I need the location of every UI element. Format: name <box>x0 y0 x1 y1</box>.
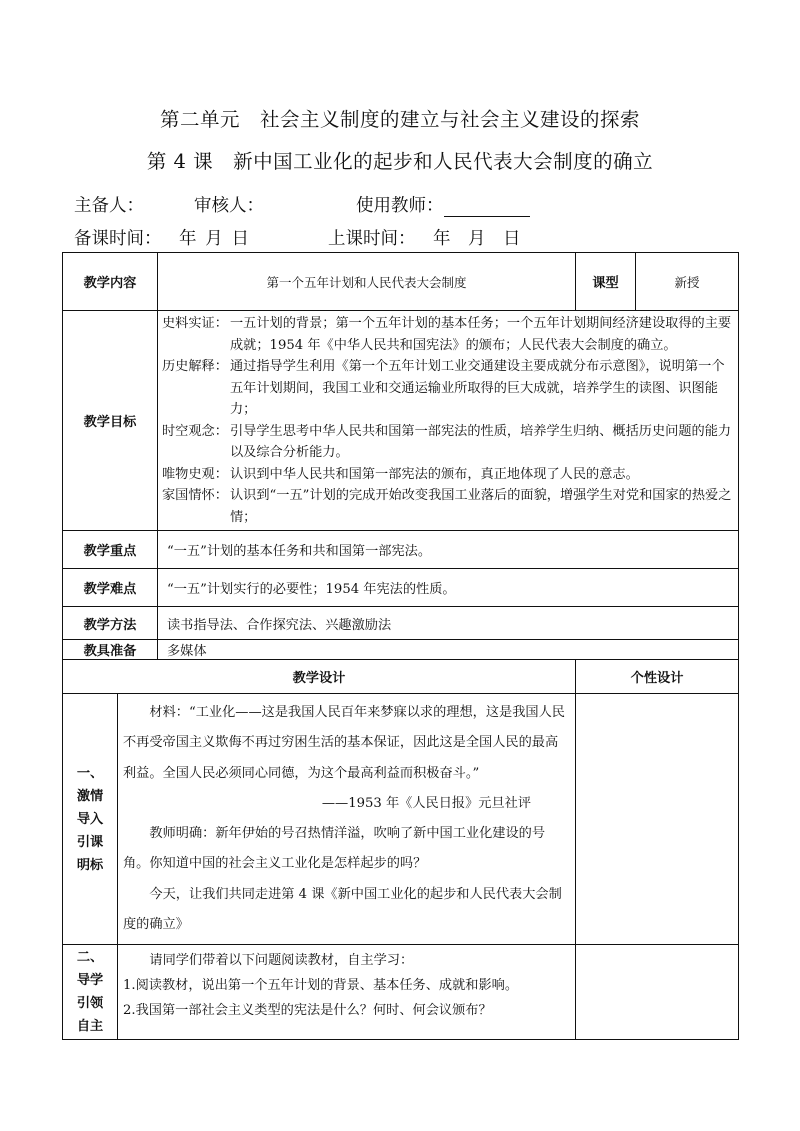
methods-row <box>63 607 739 640</box>
content-row <box>63 253 739 311</box>
objectives-list <box>158 311 739 531</box>
objective-item: 家国情怀： 认识到“一五”计划的完成开始改变我国工业落后的面貌，增强学生对党和国家的热爱之情； <box>162 488 732 525</box>
objective-item: 唯物史观： 认识到中华人民共和国第一部宪法的颁布，真正地体现了人民的意志。 <box>162 466 639 482</box>
section1-personal-cell <box>576 694 739 945</box>
objectives-row <box>63 311 739 531</box>
section2-row <box>63 945 739 1040</box>
section2-instruction: 请同学们带着以下问题阅读教材，自主学习： <box>149 953 414 969</box>
material-source: ——1953 年《人民日报》元旦社评 <box>321 795 532 811</box>
tools-value: 多媒体 <box>158 640 739 660</box>
reviewer-label: 审核人： <box>194 196 264 216</box>
prep-time-label: 备课时间： 年 月 日 <box>74 229 249 249</box>
preparer-label: 主备人： <box>74 196 144 216</box>
section1-content <box>118 694 576 945</box>
design-header: 教学设计 <box>63 660 576 694</box>
teacher-blank <box>444 198 530 217</box>
lesson-intro: 今天，让我们共同走进第 4 课《新中国工业化的起步和人民代表大会制度的确立》 <box>123 886 562 933</box>
section2-personal-cell <box>576 945 739 1040</box>
objective-item: 史料实证： 一五计划的背景；第一个五年计划的基本任务；一个五年计划期间经济建设取得的主要成就；1954 年《中华人民共和国宪法》的颁布；人民代表大会制度的确立。 <box>162 316 732 353</box>
lesson-plan-table <box>62 252 739 1040</box>
content-value: 第一个五年计划和人民代表大会制度 <box>158 253 576 311</box>
class-time-label: 上课时间： 年 月 日 <box>328 229 521 249</box>
question-1: 1.阅读教材，说出第一个五年计划的背景、基本任务、成就和影响。 <box>123 978 519 994</box>
teacher-note: 教师明确：新年伊始的号召热情洋溢，吹响了新中国工业化建设的号角。你知道中国的社会主义工业化是怎样起步的吗？ <box>123 826 546 872</box>
question-2: 2.我国第一部社会主义类型的宪法是什么？何时、何会议颁布？ <box>123 1002 492 1018</box>
teacher-field <box>356 192 530 217</box>
section2-label: 二、 导学 引领 自主 <box>63 945 118 1040</box>
difficulties-row <box>63 569 739 607</box>
tools-row <box>63 640 739 660</box>
type-label: 课型 <box>576 253 636 311</box>
methods-label: 教学方法 <box>63 607 158 640</box>
personal-header: 个性设计 <box>576 660 739 694</box>
design-header-row <box>63 660 739 694</box>
objective-item: 历史解释： 通过指导学生利用《第一个五年计划工业交通建设主要成就分布示意图》，说明第一个五年计划期间，我国工业和交通运输业所取得的巨大成就，培养学生的读图、识图能力； <box>162 359 725 417</box>
tools-label: 教具准备 <box>63 640 158 660</box>
type-value: 新授 <box>636 253 739 311</box>
objectives-label: 教学目标 <box>63 311 158 531</box>
objective-item: 时空观念： 引导学生思考中华人民共和国第一部宪法的性质，培养学生归纳、概括历史问题的能力以及综合分析能力。 <box>162 423 732 460</box>
methods-value: 读书指导法、合作探究法、兴趣激励法 <box>158 607 739 640</box>
section1-label: 一、 激情 导入 引课 明标 <box>63 694 118 945</box>
content-label: 教学内容 <box>63 253 158 311</box>
section1-row <box>63 694 739 945</box>
key-points-label: 教学重点 <box>63 531 158 569</box>
key-points-row <box>63 531 739 569</box>
section2-content <box>118 945 576 1040</box>
teacher-label: 使用教师： <box>356 196 444 216</box>
material-text: 材料：“工业化——这是我国人民百年来梦寐以求的理想，这是我国人民不再受帝国主义欺侮不再过穷困生活的基本保证，因此这是全国人民的最高利益。全国人民必须同心同德，为这个最高利益而积极奋斗。” <box>123 705 565 781</box>
difficulties-label: 教学难点 <box>63 569 158 607</box>
key-points-value: “一五”计划的基本任务和共和国第一部宪法。 <box>158 531 739 569</box>
lesson-title: 第 4 课 新中国工业化的起步和人民代表大会制度的确立 <box>146 150 654 173</box>
difficulties-value: “一五”计划实行的必要性；1954 年宪法的性质。 <box>158 569 739 607</box>
unit-title: 第二单元 社会主义制度的建立与社会主义建设的探索 <box>159 108 640 131</box>
